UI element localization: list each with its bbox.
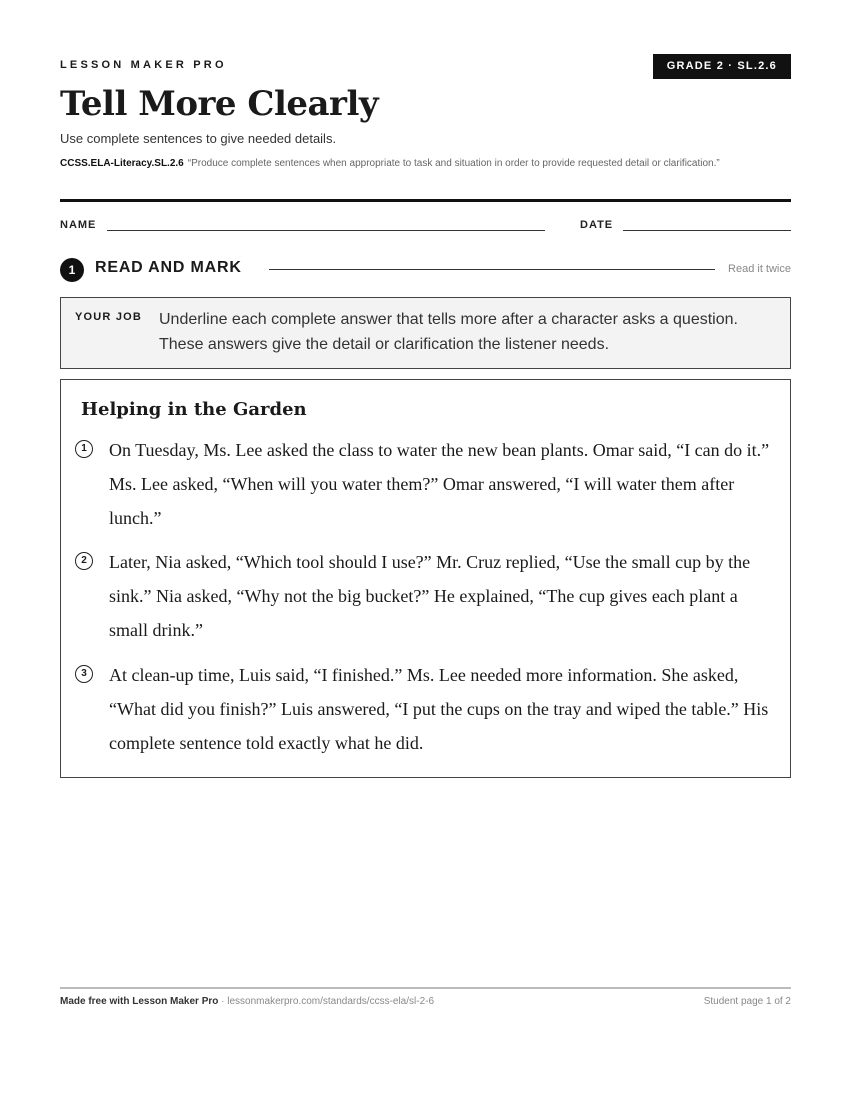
footer-page-number: Student page 1 of 2 bbox=[703, 996, 791, 1007]
your-job-instructions: Underline each complete answer that tells more after a character asks a question. These answers give the detail or clarification the listener needs. bbox=[159, 311, 738, 353]
section-number-badge: 1 bbox=[60, 258, 84, 282]
footer-credit bbox=[60, 996, 434, 1007]
section-note: Read it twice bbox=[728, 263, 791, 275]
standard-code: CCSS.ELA-Literacy.SL.2.6 bbox=[60, 158, 184, 169]
brand-name: LESSON MAKER PRO bbox=[60, 59, 227, 71]
standard-quote: “Produce complete sentences when appropriate to task and situation in order to provide requested detail or clarification.” bbox=[187, 158, 720, 169]
paragraph-text: On Tuesday, Ms. Lee asked the class to water the new bean plants. Omar said, “I can do it.” Ms. Lee asked, “When will you water them?” Omar answered, “I will water them after lunch.” bbox=[109, 440, 770, 528]
section-rule bbox=[269, 269, 715, 270]
footer-made-with: Made free with Lesson Maker Pro bbox=[60, 996, 219, 1007]
paragraph-text: Later, Nia asked, “Which tool should I use?” Mr. Cruz replied, “Use the small cup by the sink.” Nia asked, “Why not the big bucket?” He explained, “The cup gives each plant a small drink.” bbox=[109, 552, 751, 640]
grade-badge: GRADE 2 · SL.2.6 bbox=[653, 54, 791, 79]
footer-url: · lessonmakerpro.com/standards/ccss-ela/sl-2-6 bbox=[218, 996, 435, 1007]
paragraph-number-badge: 1 bbox=[75, 440, 93, 458]
footer-divider bbox=[60, 987, 791, 989]
story-title: Helping in the Garden bbox=[81, 399, 307, 420]
section-title: READ AND MARK bbox=[95, 259, 242, 276]
your-job-box bbox=[60, 297, 791, 369]
header-divider bbox=[60, 199, 791, 202]
section-header bbox=[60, 258, 791, 282]
paragraph-number-badge: 3 bbox=[75, 665, 93, 683]
name-date-row bbox=[60, 219, 791, 233]
page-title: Tell More Clearly bbox=[60, 84, 379, 124]
worksheet-page bbox=[60, 0, 791, 1100]
name-field[interactable] bbox=[107, 230, 545, 231]
paragraph-text: At clean-up time, Luis said, “I finished.” Ms. Lee needed more information. She asked, “What did you finish?” Luis answered, “I put the cups on the tray and wiped the table.” His complete sentence told exactly what he did. bbox=[109, 665, 769, 753]
date-field[interactable] bbox=[623, 230, 791, 231]
page-subtitle: Use complete sentences to give needed details. bbox=[60, 131, 337, 146]
your-job-label: YOUR JOB bbox=[75, 311, 143, 323]
name-label: NAME bbox=[60, 219, 97, 231]
date-label: DATE bbox=[580, 219, 614, 231]
paragraph-number-badge: 2 bbox=[75, 552, 93, 570]
story-box bbox=[60, 379, 791, 778]
standard-reference bbox=[60, 156, 791, 172]
